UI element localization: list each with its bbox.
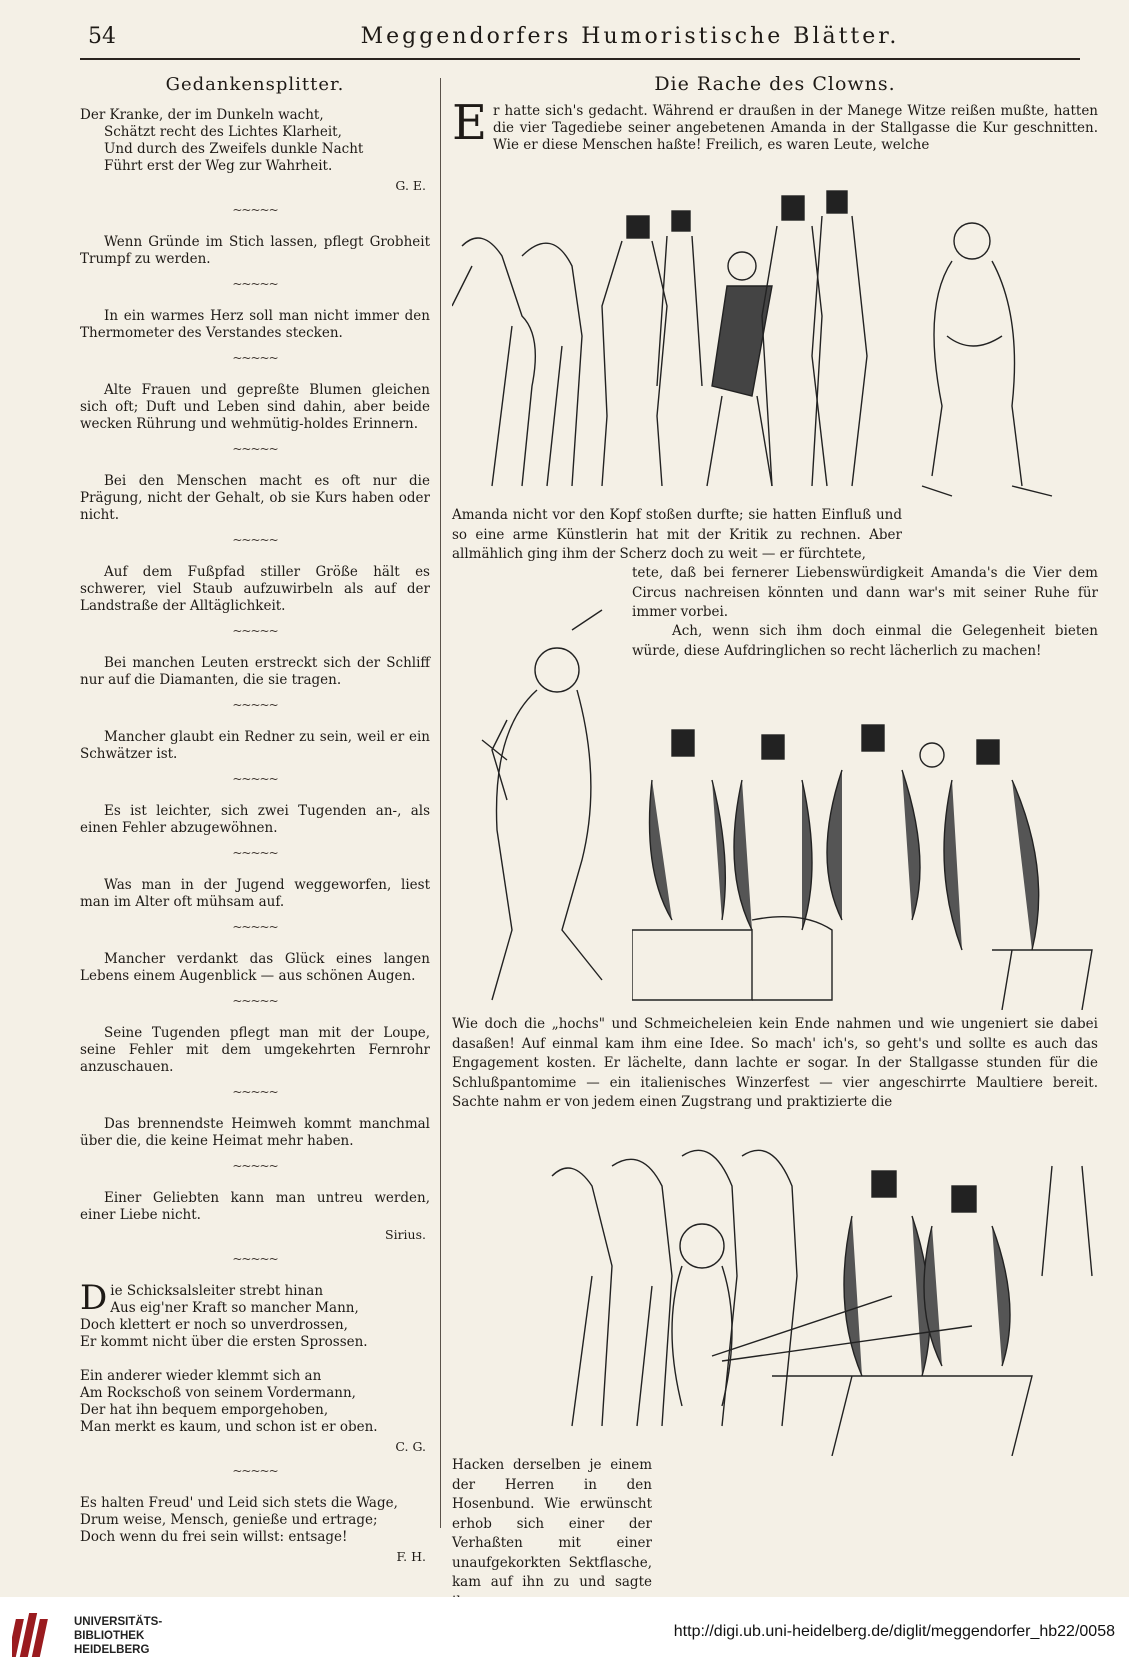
separator: ~~~~~: [232, 351, 278, 365]
aphorism: [80, 877, 430, 911]
poem-entsage-signature: F. H.: [396, 1549, 426, 1564]
left-heading: Gedankensplitter.: [165, 74, 345, 95]
aphorism: [80, 803, 430, 837]
aphorism-text: Wenn Gründe im Stich lassen, pflegt Grobheit Trumpf zu werden.: [80, 234, 430, 267]
aphorism: [80, 308, 430, 342]
aphorism-line: Führt erst der Weg zur Wahrheit.: [104, 158, 333, 174]
separator: ~~~~~: [232, 1159, 278, 1173]
aphorism-text: Was man in der Jugend weggeworfen, liest man im Alter oft mühsam auf.: [80, 877, 430, 910]
aphorism-text: Mancher glaubt ein Redner zu sein, weil er ein Schwätzer ist.: [80, 729, 430, 762]
story-drop-cap: E: [452, 95, 488, 151]
story-paragraph-4: Ach, wenn sich ihm doch einmal die Gelegenheit bieten würde, diese Aufdringlichen so recht lächerlich zu machen!: [632, 623, 1098, 659]
aphorism: [80, 729, 430, 763]
left-column: [80, 76, 430, 1565]
separator: ~~~~~: [232, 920, 278, 934]
aphorism-text: Auf dem Fußpfad stiller Größe hält es schwerer, viel Staub aufzuwirbeln als auf der Landstraße der Alltäglichkeit.: [80, 564, 430, 614]
aphorism: [80, 1190, 430, 1243]
poem-entsage-lines: [80, 1495, 430, 1546]
aphorism-text: Das brennendste Heimweh kommt manchmal über die, die keine Heimat mehr haben.: [80, 1116, 430, 1149]
aphorism: [80, 951, 430, 985]
aphorism-text: Es ist leichter, sich zwei Tugenden an-, als einen Fehler abzugewöhnen.: [80, 803, 430, 836]
illustration-drinking-svg: [632, 720, 1098, 1010]
illustration-clown-svg: [452, 600, 627, 1010]
poem-line: Es halten Freud' und Leid sich stets die Wage,: [80, 1495, 398, 1511]
illustration-suitors-drinking: [632, 720, 1098, 1010]
poem-entsage: [80, 1495, 430, 1565]
aphorism-line: Der Kranke, der im Dunkeln wacht,: [80, 107, 324, 123]
poem-line: Der hat ihn bequem emporgehoben,: [80, 1402, 329, 1418]
illustration-mules-prank: [452, 1126, 1098, 1456]
aphorism-list: [80, 107, 430, 1243]
page-number: 54: [88, 24, 116, 49]
poem-drop-cap: D: [80, 1278, 108, 1318]
separator: ~~~~~: [232, 994, 278, 1008]
poem-line: Ein anderer wieder klemmt sich an: [80, 1368, 322, 1384]
aphorism-text: Mancher verdankt das Glück eines langen Lebens einem Augenblick — aus schönen Augen.: [80, 951, 430, 984]
separator: ~~~~~: [232, 203, 278, 217]
institution-line-2: BIBLIOTHEK: [74, 1630, 145, 1642]
poem-line: Aus eig'ner Kraft so mancher Mann,: [110, 1300, 359, 1316]
poem-line: Man merkt es kaum, und schon ist er oben.: [80, 1419, 378, 1435]
poem-ladder-lines: [80, 1278, 430, 1436]
right-column: [452, 73, 1098, 154]
poem-line: Doch wenn du frei sein willst: entsage!: [80, 1529, 348, 1545]
story-paragraph-5: Wie doch die „hochs" und Schmeicheleien kein Ende nahmen und wie ungeniert sie dabei dasaßen! Auf einmal kam ihm eine Idee. So mach' ich's, so geht's und sollte es auch das Engagement kosten. Er lächelte, dann lachte er sogar. In der Stallgasse stunden für die Schlußpantomime — ein italienisches Winzerfest — vier angeschirrte Maultiere bereit. Sachte nahm er von jedem einen Zugstrang und praktizierte die: [452, 1016, 1098, 1110]
story-title: Die Rache des Clowns.: [654, 73, 896, 95]
poem-line: [80, 1351, 430, 1368]
story-paragraph-2: Amanda nicht vor den Kopf stoßen durfte; sie hatten Einfluß und so eine arme Künstlerin hat mit der Kritik zu rechnen. Aber allmählich ging ihm der Scherz doch zu weit — er fürchtete,: [452, 507, 902, 562]
story-paragraph-3: tete, daß bei fernerer Liebenswürdigkeit Amanda's die Vier dem Circus nachreisen könnten und dann war's mit seiner Ruhe für immer vorbei.: [632, 565, 1098, 620]
aphorism-text: Alte Frauen und gepreßte Blumen gleichen sich oft; Duft und Leben sind dahin, aber beide wecken Rührung und wehmütig-holdes Erinnern.: [80, 382, 430, 432]
poem-line: Er kommt nicht über die ersten Sprossen.: [80, 1334, 368, 1350]
separator: ~~~~~: [232, 277, 278, 291]
source-url-link[interactable]: http://digi.ub.uni-heidelberg.de/diglit/meggendorfer_hb22/0058: [673, 1623, 1115, 1640]
poem-line: Drum weise, Mensch, genieße und ertrage;: [80, 1512, 378, 1528]
aphorism-text: Bei manchen Leuten erstreckt sich der Schliff nur auf die Diamanten, die sie tragen.: [80, 655, 430, 688]
journal-title: Meggendorfers Humoristische Blätter.: [360, 24, 900, 49]
separator: ~~~~~: [232, 533, 278, 547]
aphorism: [80, 234, 430, 268]
separator: ~~~~~: [232, 442, 278, 456]
separator: ~~~~~: [232, 624, 278, 638]
poem-line: Doch klettert er noch so unverdrossen,: [80, 1317, 348, 1333]
illustration-clown-walking: [452, 600, 627, 1010]
aphorism: [80, 655, 430, 689]
poem-ladder-signature: C. G.: [395, 1439, 426, 1454]
aphorism-signature: Sirius.: [385, 1227, 426, 1242]
separator: ~~~~~: [232, 772, 278, 786]
separator: ~~~~~: [232, 698, 278, 712]
institution-line-1: UNIVERSITÄTS-: [74, 1616, 163, 1628]
aphorism-signature: G. E.: [395, 178, 426, 193]
poem-ladder: [80, 1278, 430, 1455]
aphorism-text: In ein warmes Herz soll man nicht immer den Thermometer des Verstandes stecken.: [80, 308, 430, 341]
institution-name: [74, 1615, 162, 1657]
separator: ~~~~~: [232, 1464, 278, 1478]
page-header: [80, 18, 1080, 60]
footer: [0, 1597, 1129, 1677]
column-divider: [440, 78, 441, 1528]
story-paragraph-6: Hacken derselben je einem der Herren in den Hosenbund. Wie erwünscht erhob sich einer der Verhaßten mit einer unaufgekorkten Sektflasche, kam auf ihn zu und sagte: [452, 1457, 652, 1590]
poem-line: ie Schicksalsleiter strebt hinan: [110, 1283, 324, 1299]
separator: ~~~~~: [232, 846, 278, 860]
aphorism: [80, 1116, 430, 1150]
poem-line: Am Rockschoß von seinem Vordermann,: [80, 1385, 356, 1401]
illustration-suitors-svg: [452, 186, 1097, 506]
aphorism: [80, 564, 430, 615]
aphorism-line: Schätzt recht des Lichtes Klarheit,: [104, 124, 342, 140]
aphorism: [80, 473, 430, 524]
separator: ~~~~~: [232, 1085, 278, 1099]
aphorism: [80, 1025, 430, 1076]
aphorism-line: Und durch des Zweifels dunkle Nacht: [104, 141, 364, 157]
institution-line-3: HEIDELBERG: [74, 1644, 150, 1656]
aphorism: [80, 107, 430, 194]
story-paragraph-1-text: r hatte sich's gedacht. Während er draußen in der Manege Witze reißen mußte, hatten die vier Tagediebe seiner angebetenen Amanda in der Stallgasse die Kur geschnitten. Wie er diese Menschen haßte! Freilich, es waren Leute, welche: [493, 103, 1098, 153]
separator: ~~~~~: [232, 1252, 278, 1266]
aphorism: [80, 382, 430, 433]
university-library-logo: [12, 1609, 64, 1661]
story-paragraph-1: [452, 95, 1098, 154]
aphorism-text: Einer Geliebten kann man untreu werden, einer Liebe nicht.: [80, 1190, 430, 1223]
illustration-suitors-with-dancer: [452, 186, 1097, 506]
aphorism-text: Seine Tugenden pflegt man mit der Loupe, seine Fehler mit dem umgekehrten Fernrohr anzuschauen.: [80, 1025, 430, 1075]
illustration-mules-svg: [452, 1126, 1098, 1456]
aphorism-text: Bei den Menschen macht es oft nur die Prägung, nicht der Gehalt, ob sie Kurs haben oder nicht.: [80, 473, 430, 523]
